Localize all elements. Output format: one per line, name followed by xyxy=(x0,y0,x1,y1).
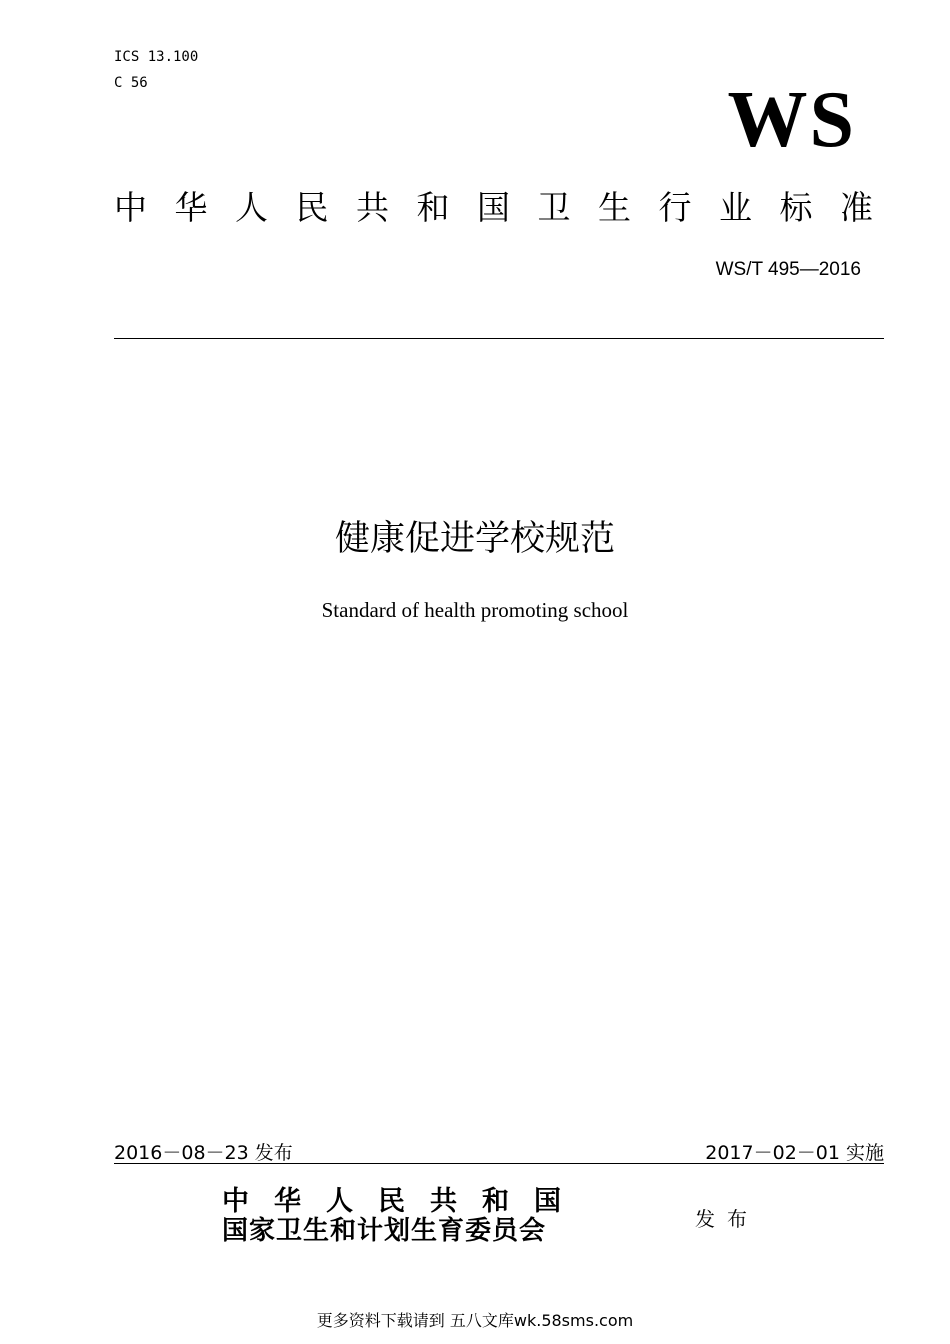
bottom-divider xyxy=(114,1163,884,1164)
issuer-line-1: 中华人民共和国 xyxy=(222,1186,586,1217)
ws-logo: WS xyxy=(727,76,856,164)
ics-code: ICS 13.100 xyxy=(114,49,199,65)
implementation-date: 2017－02－01 实施 xyxy=(705,1142,884,1164)
issuing-authority xyxy=(222,1188,672,1245)
standard-number: WS/T 495—2016 xyxy=(715,259,861,280)
issuer-line-2: 国家卫生和计划生育委员会 xyxy=(222,1216,547,1246)
document-title-chinese: 健康促进学校规范 xyxy=(334,519,615,559)
ccs-code: C 56 xyxy=(114,75,148,91)
document-title-english: Standard of health promoting school xyxy=(321,598,629,622)
publish-label: 发布 xyxy=(695,1207,759,1231)
issue-date: 2016－08－23 发布 xyxy=(114,1142,293,1164)
top-divider xyxy=(114,338,884,339)
standard-category-title: 中华人民共和国卫生行业标准 xyxy=(114,188,901,227)
footer-download-note: 更多资料下载请到 五八文库wk.58sms.com xyxy=(316,1311,634,1330)
